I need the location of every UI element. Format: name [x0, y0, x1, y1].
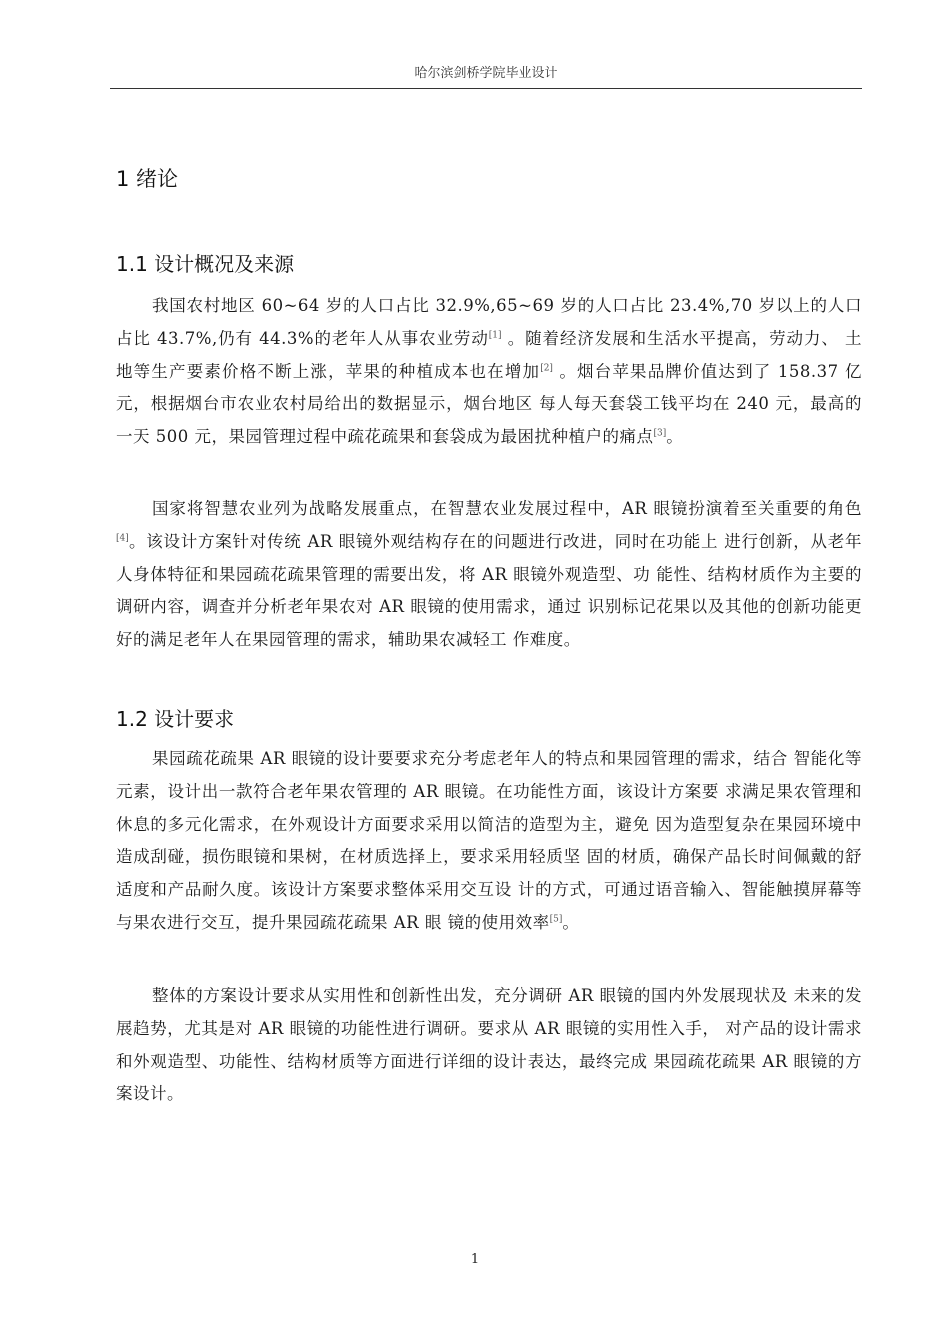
paragraph-1-2-a [116, 743, 862, 940]
paragraph-text: 国家将智慧农业列为战略发展重点，在智慧农业发展过程中，AR 眼镜扮演着至关重要的角色 [152, 499, 862, 518]
paragraph-text: 。 [562, 912, 580, 932]
paragraph-1-2-b [116, 980, 862, 1111]
citation-ref-5[interactable]: [5] [549, 914, 563, 925]
citation-ref-4[interactable]: [4] [116, 533, 129, 544]
header-divider [110, 88, 862, 89]
page-number: 1 [470, 1252, 480, 1267]
paragraph-text: 整体的方案设计要求从实用性和创新性出发，充分调研 AR 眼镜的国内外发展现状及 未来的发展趋势，尤其是对 AR 眼镜的功能性进行调研。要求从 AR 眼镜的实用性入手， 对产品的设计需求和外观造型、功能性、结构材质等方面进行详细的设计表达，最终完成 果园疏花疏果 AR 眼镜的方案设计。 [116, 986, 862, 1104]
running-header: 哈尔滨剑桥学院毕业设计 [414, 66, 558, 81]
paragraph-text: 。烟台苹果品牌价值达到了 158.37 亿元，根据烟台市农业农村局给出的数据显示，烟台地区 每人每天套袋工钱平均在 240 元，最高的一天 500 元，果园管理过程中疏花疏果和套袋成为最困扰种植户的痛点 [116, 361, 863, 447]
citation-ref-3[interactable]: [3] [653, 428, 667, 439]
paragraph-text: 。 [666, 427, 684, 447]
section-heading-1-1: 1.1 设计概况及来源 [116, 252, 295, 276]
paragraph-text: 我国农村地区 60~64 岁的人口占比 32.9%,65~69 岁的人口占比 23.4%,70 岁以上的人口 占比 43.7%,仍有 44.3%的老年人从事农业劳动 [116, 296, 862, 348]
citation-ref-1[interactable]: [1] [488, 330, 502, 341]
paragraph-text: 。随着经济发展和生活水平提高，劳动力、 土地等生产要素价格不断上涨，苹果的种植成本也在增加 [116, 328, 862, 381]
paragraph-text: 果园疏花疏果 AR 眼镜的设计要要求充分考虑老年人的特点和果园管理的需求，结合 智能化等元素，设计出一款符合老年果农管理的 AR 眼镜。在功能性方面，该设计方案要 求满足果农管理和休息的多元化需求，在外观设计方面要求采用以简洁的造型为主，避免 因为造型复杂在果园环境中造成刮碰，损伤眼镜和果树，在材质选择上，要求采用轻质坚 固的材质，确保产品长时间佩戴的舒适度和产品耐久度。该设计方案要求整体采用交互设 计的方式，可通过语音输入、智能触摸屏幕等与果农进行交互，提升果园疏花疏果 AR 眼 镜的使用效率 [116, 749, 862, 932]
section-heading-1-2: 1.2 设计要求 [116, 707, 235, 731]
paragraph-1-1-a [116, 290, 862, 454]
paragraph-1-1-b [116, 493, 862, 657]
paragraph-text: 。该设计方案针对传统 AR 眼镜外观结构存在的问题进行改进，同时在功能上 进行创新，从老年人身体特征和果园疏花疏果管理的需要出发，将 AR 眼镜外观造型、功 能性、结构材质作为主要的调研内容，调查并分析老年果农对 AR 眼镜的使用需求，通过 识别标记花果以及其他的创新功能更好的满足老年人在果园管理的需求，辅助果农减轻工 作难度。 [116, 531, 862, 650]
chapter-title: 1 绪论 [116, 167, 179, 191]
citation-ref-2[interactable]: [2] [540, 363, 553, 374]
